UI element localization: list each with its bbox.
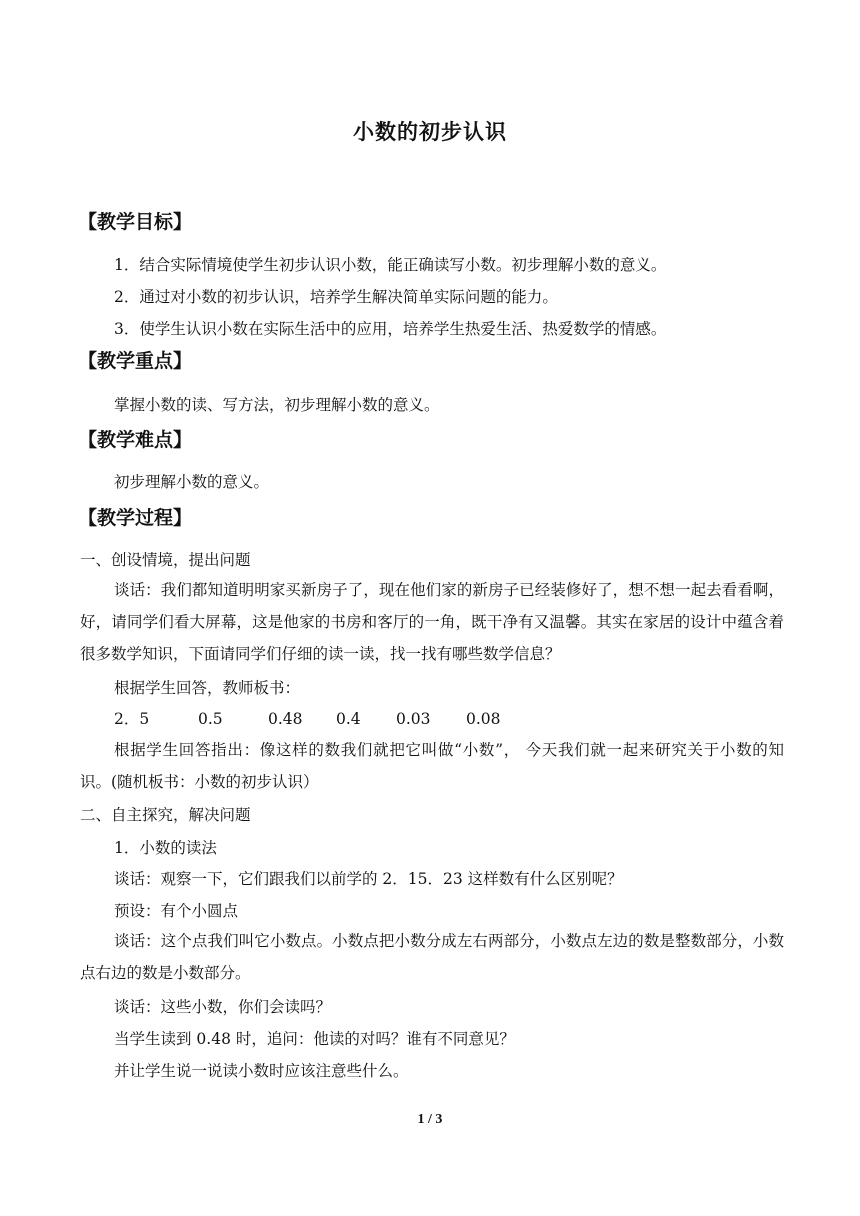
heading-difficulties: 【教学难点】 [78, 429, 193, 451]
board-number: 2．5 [114, 710, 150, 728]
sub1-talk-2-paragraph: 谈话：这个点我们叫它小数点。小数点把小数分成左右两部分，小数点左边的数是整数部分，小数点右边的数是小数部分。 [80, 932, 784, 982]
board-number: 0.4 [336, 710, 361, 728]
sub1-title: 1．小数的读法 [114, 839, 217, 857]
sub1-note: 并让学生说一说读小数时应该注意些什么。 [114, 1062, 409, 1080]
part1-talk-paragraph: 谈话：我们都知道明明家买新房子了，现在他们家的新房子已经装修好了，想不想一起去看看啊，好，请同学们看大屏幕，这是他家的书房和客厅的一角，既干净有又温馨。其实在家居的设计中蕴含着很多数学知识，下面请同学们仔细的读一读，找一找有哪些数学信息？ [80, 581, 784, 663]
part1-point-out-paragraph: 根据学生回答指出：像这样的数我们就把它叫做“小数”， 今天我们就一起来研究关于小数的知识。(随机板书：小数的初步认识） [80, 741, 784, 791]
sub1-ask: 当学生读到 0.48 时，追问：他读的对吗？谁有不同意见？ [114, 1030, 515, 1048]
part2-title: 二、自主探究，解决问题 [80, 806, 251, 824]
difficulties-text: 初步理解小数的意义。 [114, 473, 270, 491]
board-number: 0.03 [396, 710, 431, 728]
objective-item-3: 3．使学生认识小数在实际生活中的应用，培养学生热爱生活、热爱数学的情感。 [114, 320, 667, 338]
board-number: 0.08 [466, 710, 501, 728]
sub1-talk-1: 谈话：观察一下，它们跟我们以前学的 2．15．23 这样数有什么区别呢？ [114, 870, 623, 888]
document-title: 小数的初步认识 [353, 119, 507, 144]
sub1-preset: 预设：有个小圆点 [114, 902, 239, 920]
part1-board-note: 根据学生回答，教师板书： [114, 679, 301, 697]
key-points-text: 掌握小数的读、写方法，初步理解小数的意义。 [114, 396, 440, 414]
heading-key-points: 【教学重点】 [78, 350, 193, 372]
objective-item-2: 2．通过对小数的初步认识，培养学生解决简单实际问题的能力。 [114, 288, 558, 306]
heading-process: 【教学过程】 [78, 507, 193, 529]
board-numbers-row [114, 707, 501, 729]
board-number: 0.5 [198, 710, 223, 728]
page-number: 1 / 3 [417, 1112, 443, 1127]
sub1-talk-3: 谈话：这些小数，你们会读吗？ [114, 998, 332, 1016]
objective-item-1: 1．结合实际情境使学生初步认识小数，能正确读写小数。初步理解小数的意义。 [114, 256, 667, 274]
heading-objectives: 【教学目标】 [78, 211, 193, 233]
board-number: 0.48 [268, 710, 303, 728]
part1-title: 一、创设情境，提出问题 [80, 551, 251, 569]
